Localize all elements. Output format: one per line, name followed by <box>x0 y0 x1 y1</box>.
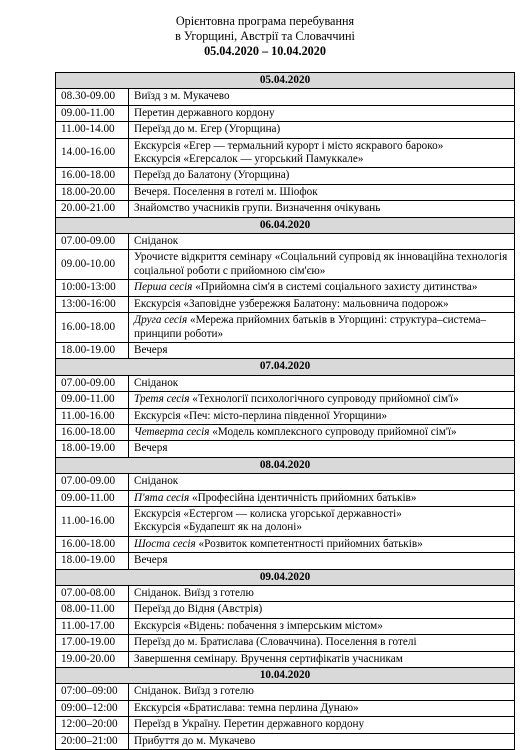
activity-text: Екскурсія «Братислава: темна перлина Дунаю» <box>134 701 359 714</box>
time-cell: 07.00-09.00 <box>56 474 129 490</box>
day-header-row <box>56 73 515 89</box>
time-cell: 18.00-19.00 <box>56 553 129 569</box>
schedule-row <box>56 684 515 700</box>
schedule-row <box>56 313 515 343</box>
day-header-row <box>56 569 515 585</box>
activity-cell <box>129 296 515 312</box>
activity-line <box>134 298 509 311</box>
activity-line <box>134 123 509 136</box>
session-name: Перша сесія <box>134 281 193 294</box>
activity-cell <box>129 122 515 138</box>
activity-line <box>134 636 509 649</box>
activity-line <box>134 107 509 120</box>
schedule-row <box>56 408 515 424</box>
activity-cell <box>129 424 515 440</box>
time-cell: 12:00–20:00 <box>56 717 129 733</box>
session-name: Друга сесія <box>134 314 188 327</box>
schedule-row <box>56 201 515 217</box>
schedule-row <box>56 553 515 569</box>
time-cell: 20:00–21:00 <box>56 733 129 749</box>
activity-cell <box>129 586 515 602</box>
activity-cell <box>129 717 515 733</box>
activity-line <box>134 251 509 278</box>
activity-text: Екскурсія «Естергом — колиска угорської державності» <box>134 507 402 520</box>
activity-cell <box>129 89 515 105</box>
schedule-row <box>56 536 515 552</box>
time-cell: 07:00–09:00 <box>56 684 129 700</box>
activity-line <box>134 603 509 616</box>
activity-text: Сніданок. Виїзд з готелю <box>134 685 254 698</box>
activity-text: Екскурсія «Відень: побачення з імперським містом» <box>134 619 383 632</box>
time-cell: 11.00-16.00 <box>56 408 129 424</box>
schedule-table <box>55 72 515 750</box>
activity-cell <box>129 618 515 634</box>
activity-cell <box>129 168 515 184</box>
activity-text: Переїзд до Відня (Австрія) <box>134 603 263 616</box>
schedule-row <box>56 441 515 457</box>
time-cell: 09.00-11.00 <box>56 392 129 408</box>
day-date: 09.04.2020 <box>56 569 515 585</box>
activity-line <box>134 718 509 731</box>
schedule-row <box>56 733 515 749</box>
activity-text: Сніданок <box>134 475 179 488</box>
activity-line <box>134 702 509 715</box>
activity-cell <box>129 506 515 536</box>
activity-cell <box>129 651 515 667</box>
activity-text: «Професійна ідентичність прийомних батьків» <box>189 491 417 504</box>
header-date-range: 05.04.2020 – 10.04.2020 <box>204 44 326 58</box>
schedule-row <box>56 717 515 733</box>
activity-cell <box>129 250 515 280</box>
activity-text: Переїзд до Балатону (Угорщина) <box>134 169 290 182</box>
activity-cell <box>129 553 515 569</box>
schedule-row <box>56 168 515 184</box>
activity-cell <box>129 375 515 391</box>
activity-text: Переїзд до м. Братислава (Словаччина). Поселення в готелі <box>134 636 417 649</box>
schedule-row <box>56 392 515 408</box>
activity-cell <box>129 700 515 716</box>
activity-cell <box>129 684 515 700</box>
time-cell: 09:00–12:00 <box>56 700 129 716</box>
activity-text: Знайомство учасників групи. Визначення очікувань <box>134 202 381 215</box>
day-date: 06.04.2020 <box>56 217 515 233</box>
schedule-row <box>56 375 515 391</box>
schedule-row <box>56 122 515 138</box>
activity-cell <box>129 536 515 552</box>
time-cell: 10:00-13:00 <box>56 280 129 296</box>
session-name: П'ята сесія <box>134 491 190 504</box>
time-cell: 19.00-20.00 <box>56 651 129 667</box>
time-cell: 11.00-17.00 <box>56 618 129 634</box>
activity-line <box>134 344 509 357</box>
activity-cell <box>129 408 515 424</box>
activity-text: Сніданок <box>134 376 179 389</box>
schedule-row <box>56 250 515 280</box>
time-cell: 17.00-19.00 <box>56 635 129 651</box>
schedule-row <box>56 280 515 296</box>
schedule-row <box>56 342 515 358</box>
schedule-row <box>56 700 515 716</box>
activity-text: Сніданок <box>134 235 179 248</box>
activity-cell <box>129 201 515 217</box>
activity-text: Екскурсія «Егер — термальний курорт і місто яскравого бароко» <box>134 139 444 152</box>
day-date: 08.04.2020 <box>56 457 515 473</box>
activity-cell <box>129 490 515 506</box>
activity-text: Урочисте відкриття семінару «Соціальний супровід як інноваційна технологія соціальної роботи с прийомною сім'єю» <box>134 251 508 277</box>
schedule-row <box>56 424 515 440</box>
schedule-row <box>56 89 515 105</box>
time-cell: 16.00-18.00 <box>56 168 129 184</box>
activity-line <box>134 521 509 534</box>
activity-line <box>134 735 509 748</box>
schedule-body <box>56 73 515 750</box>
schedule-row <box>56 234 515 250</box>
activity-line <box>134 410 509 423</box>
time-cell: 16.00-18.00 <box>56 313 129 343</box>
schedule-row <box>56 138 515 168</box>
activity-text: «Технології психологічного супроводу прийомної сім'ї» <box>189 393 459 406</box>
activity-line <box>134 426 509 439</box>
activity-cell <box>129 280 515 296</box>
activity-cell <box>129 392 515 408</box>
session-name: Четверта сесія <box>134 425 210 438</box>
activity-cell <box>129 313 515 343</box>
activity-line <box>134 685 509 698</box>
day-date: 07.04.2020 <box>56 359 515 375</box>
session-name: Шоста сесія <box>134 537 196 550</box>
activity-text: Виїзд з м. Мукачево <box>134 90 230 103</box>
day-header-row <box>56 359 515 375</box>
time-cell: 08.30-09.00 <box>56 89 129 105</box>
activity-line <box>134 90 509 103</box>
activity-line <box>134 492 509 505</box>
activity-text: Екскурсія «Заповідне узбережжя Балатону: мальовнича подорож» <box>134 297 449 310</box>
day-header-row <box>56 668 515 684</box>
activity-text: Екскурсія «Печ: місто-перлина південної Угорщини» <box>134 409 388 422</box>
activity-text: Вечеря. Поселення в готелі м. Шіофок <box>134 185 318 198</box>
activity-text: Екскурсія «Будапешт як на долоні» <box>134 521 302 534</box>
activity-text: «Модель комплексного супроводу прийомної сім'ї» <box>209 425 457 438</box>
activity-line <box>134 186 509 199</box>
time-cell: 11.00-16.00 <box>56 506 129 536</box>
time-cell: 09.00-10.00 <box>56 250 129 280</box>
activity-cell <box>129 441 515 457</box>
time-cell: 07.00-09.00 <box>56 234 129 250</box>
day-date: 10.04.2020 <box>56 668 515 684</box>
time-cell: 14.00-16.00 <box>56 138 129 168</box>
schedule-row <box>56 105 515 121</box>
activity-line <box>134 377 509 390</box>
activity-text: Переїзд в Україну. Перетин державного кордону <box>134 718 365 731</box>
activity-cell <box>129 105 515 121</box>
activity-text: Перетин державного кордону <box>134 106 275 119</box>
time-cell: 11.00-14.00 <box>56 122 129 138</box>
activity-line <box>134 281 509 294</box>
activity-text: Вечеря <box>134 554 168 567</box>
session-name: Третя сесія <box>134 393 190 406</box>
schedule-row <box>56 184 515 200</box>
time-cell: 18.00-19.00 <box>56 441 129 457</box>
activity-cell <box>129 733 515 749</box>
activity-text: Вечеря <box>134 343 168 356</box>
activity-text: «Мережа прийомних батьків в Угорщині: структура–система–принципи роботи» <box>134 314 487 340</box>
activity-line <box>134 508 509 521</box>
activity-text: «Прийомна сім'я в системі соціального захисту дитинства» <box>192 281 478 294</box>
activity-line <box>134 393 509 406</box>
activity-cell <box>129 342 515 358</box>
time-cell: 18.00-20.00 <box>56 184 129 200</box>
schedule-row <box>56 586 515 602</box>
activity-text: Прибуття до м. Мукачево <box>134 734 256 747</box>
activity-line <box>134 314 509 341</box>
activity-line <box>134 653 509 666</box>
activity-cell <box>129 234 515 250</box>
activity-line <box>134 554 509 567</box>
time-cell: 07.00-09.00 <box>56 375 129 391</box>
activity-cell <box>129 474 515 490</box>
activity-line <box>134 620 509 633</box>
activity-line <box>134 140 509 153</box>
time-cell: 09.00-11.00 <box>56 490 129 506</box>
day-date: 05.04.2020 <box>56 73 515 89</box>
schedule-row <box>56 602 515 618</box>
activity-line <box>134 169 509 182</box>
day-header-row <box>56 217 515 233</box>
activity-line <box>134 442 509 455</box>
time-cell: 16.00-18.00 <box>56 424 129 440</box>
time-cell: 20.00-21.00 <box>56 201 129 217</box>
activity-line <box>134 235 509 248</box>
activity-line <box>134 202 509 215</box>
activity-line <box>134 538 509 551</box>
time-cell: 08.00-11.00 <box>56 602 129 618</box>
schedule-row <box>56 490 515 506</box>
activity-cell <box>129 184 515 200</box>
schedule-row <box>56 506 515 536</box>
activity-line <box>134 475 509 488</box>
schedule-row <box>56 618 515 634</box>
activity-line <box>134 587 509 600</box>
activity-cell <box>129 635 515 651</box>
activity-cell <box>129 602 515 618</box>
time-cell: 09.00-11.00 <box>56 105 129 121</box>
time-cell: 07.00-08.00 <box>56 586 129 602</box>
schedule-row <box>56 474 515 490</box>
day-header-row <box>56 457 515 473</box>
activity-cell <box>129 138 515 168</box>
activity-text: Вечеря <box>134 442 168 455</box>
time-cell: 16.00-18.00 <box>56 536 129 552</box>
time-cell: 13:00-16:00 <box>56 296 129 312</box>
activity-line <box>134 153 509 166</box>
header-countries: в Угорщині, Австрії та Словаччині <box>175 29 355 43</box>
activity-text: Завершення семінару. Вручення сертифікатів учасникам <box>134 652 403 665</box>
activity-text: Сніданок. Виїзд з готелю <box>134 587 254 599</box>
schedule-row <box>56 296 515 312</box>
document-header <box>0 14 530 59</box>
schedule-row <box>56 651 515 667</box>
header-title: Орієнтовна програма перебування <box>175 14 355 28</box>
activity-text: Екскурсія «Егерсалок — угорський Памуккале» <box>134 153 364 166</box>
activity-text: «Розвиток компетентності прийомних батьків» <box>195 537 423 550</box>
activity-text: Переїзд до м. Егер (Угорщина) <box>134 123 281 136</box>
schedule-row <box>56 635 515 651</box>
time-cell: 18.00-19.00 <box>56 342 129 358</box>
